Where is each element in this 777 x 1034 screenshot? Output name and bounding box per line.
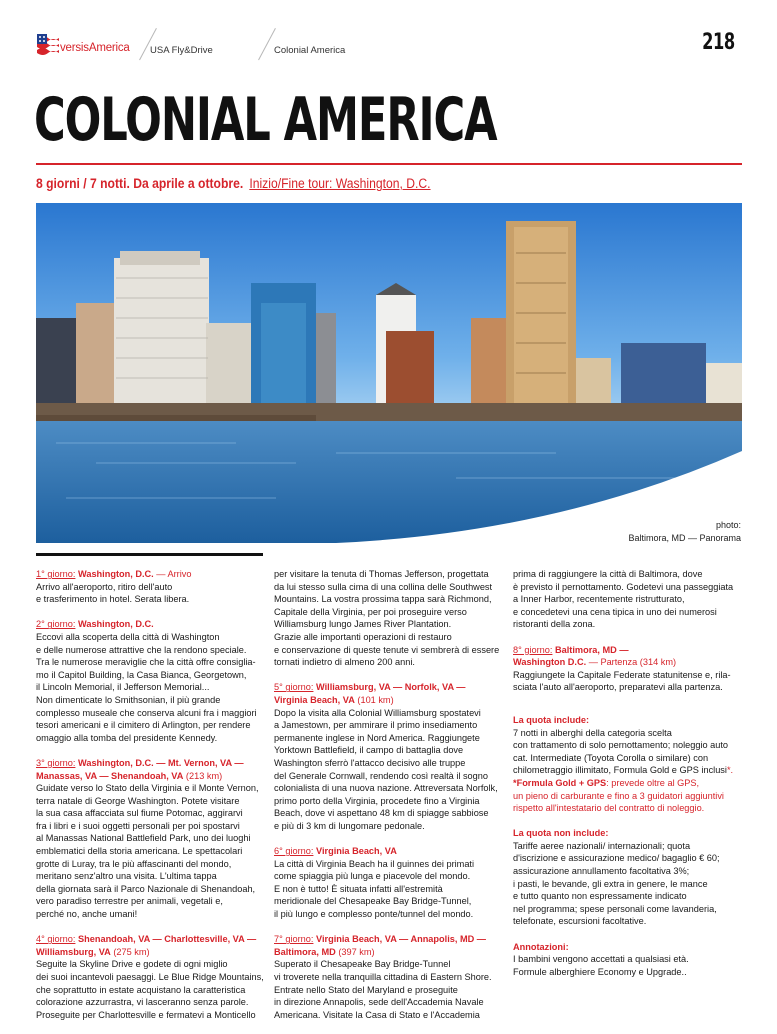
title-rule [36, 163, 742, 165]
excludes-text: Tariffe aeree nazionali/ internazionali; quota d'iscrizione e assicurazione medico/ bagaglio € 60; assicurazione annullamento facoltativa 3%; i pasti, le bevande, gli extra in genere, le mance e tutto quanto non espressamente indicato nel programma; spese personali come lavanderia, telefonate, escursioni facoltative. [513, 840, 720, 927]
day-label: 8° giorno: [513, 644, 553, 655]
day-distance: (397 km) [335, 946, 375, 957]
day-text: Dopo la visita alla Colonial Williamsburg spostatevi a Jamestown, per ammirare il primo insediamento permanente inglese in Nord America. Raggiungete Yorktown Battlefield, il campo di battaglia dove Washington sferrò l'attacco decisivo alle truppe del Generale Cornwall, rendendo così realtà il sogno colonialista di una nuova nazione. Attreversata Norfolk, primo porto della Virginia, procedete fino a Virginia Beach, dove vi aspettano 48 km di spiagge sabbiose e più di 3 km di lungomare pedonale. [274, 707, 498, 831]
day-1 [36, 568, 268, 606]
day-8 [513, 644, 743, 694]
brand-name: versisAmerica [60, 42, 130, 54]
notes-text: I bambini vengono accettati a qualsiasi età. Formule alberghiere Economy e Upgrade.. [513, 954, 689, 977]
notes-section [513, 941, 743, 979]
day-4 [36, 933, 268, 1021]
includes-text: 7 notti in alberghi della categoria scelta con trattamento di solo pernottamento; noleggio auto cat. Intermediate (Toyota Corolla o similare) con chilometraggio illimitato, Formula Gold e GPS inclusi [513, 727, 729, 776]
caption-location: Baltimora, MD — Panorama [628, 533, 741, 543]
tour-start-end-link[interactable]: Inizio/Fine tour: Washington, D.C. [249, 176, 431, 191]
baltimore-panorama-photo [36, 203, 742, 543]
day-destination: Williamsburg, VA — Norfolk, VA — Virginia Beach, VA [274, 682, 466, 705]
day-distance: (213 km) [183, 770, 223, 781]
header-chapter: Colonial America [274, 45, 346, 56]
includes-title: La quota include: [513, 714, 590, 725]
column-rule [36, 553, 263, 556]
day-text: Eccovi alla scoperta della città di Washington e delle numerose attrattive che la rendono speciale. Tra le numerose meraviglie che la città offre consiglia- mo il Capitol Building, la Casa Bianca, Georgetown, il Lincoln Memorial, il Jefferson Memorial... Non dimenticate lo Smithsonian, il più grande complesso museale che conserva alcuni fra i maggiori tesori americani e il cimitero di Arlington, per rendere omaggio alla tomba del presidente Kennedy. [36, 631, 257, 743]
day-2 [36, 618, 268, 744]
day-text: Arrivo all'aeroporto, ritiro dell'auto e trasferimento in hotel. Serata libera. [36, 581, 190, 605]
formula-gold-title: *Formula Gold + GPS [513, 777, 607, 788]
formula-gold-text: : prevede oltre al GPS, un pieno di carburante e fino a 3 guidatori aggiuntivi rispetto all'intestatario del contratto di noleggio. [513, 777, 724, 814]
day-distance: (101 km) [354, 694, 394, 705]
day-note: — Arrivo [153, 569, 192, 579]
day-note: — Partenza [586, 657, 638, 668]
day-text: Seguite la Skyline Drive e godete di ogni miglio dei suoi incantevoli paesaggi. Le Blue Ridge Mountains, che soprattutto in estate acquistano la caratteristica colorazione azzurrastra, vi lasceranno senza parole. Proseguite per Charlottesville e fermatevi a Monticello [36, 959, 264, 1020]
day-text: Superato il Chesapeake Bay Bridge-Tunnel vi troverete nella tranquilla cittadina di Eastern Shore. Entrate nello Stato del Maryland e proseguite in direzione Annapolis, sede dell'Accademia Navale Americana. Visitate la Casa di Stato e l'Accademia [274, 959, 492, 1020]
day-text: Raggiungete la Capitale Federate statunitense e, rila- sciata l'auto all'aeroporto, preparatevi alla partenza. [513, 669, 731, 693]
tour-subtitle [36, 176, 431, 191]
notes-title: Annotazioni: [513, 941, 569, 952]
day-distance: (275 km) [110, 946, 150, 957]
caption-label: photo: [715, 520, 741, 530]
tour-duration: 8 giorni / 7 notti. Da aprile a ottobre. [36, 176, 244, 191]
day-destination: Virginia Beach, VA — Annapolis, MD — Baltimora, MD [274, 934, 486, 957]
brand-logo [34, 28, 144, 62]
day-destination: Washington, D.C. — Mt. Vernon, VA — Manassas, VA — Shenandoah, VA [36, 757, 244, 781]
day-6 [274, 845, 504, 921]
day-4-continued: per visitare la tenuta di Thomas Jefferson, progettata da lui stesso sulla cima di una collina delle Southwest Mountains. La vostra prossima tappa sarà Richmond, Capitale della Virginia, per poi proseguire verso Williamsburg lungo James River Plantation. Grazie alle importanti operazioni di restauro e conservazione di queste tenute vi sembrerà di essere tornati indietro di almeno 200 anni. [274, 569, 500, 668]
day-destination: Shenandoah, VA — Charlottesville, VA — Williamsburg, VA [36, 934, 257, 957]
day-destination: Washington, D.C. [78, 619, 154, 630]
day-5 [274, 681, 504, 832]
day-text: La città di Virginia Beach ha il guinnes dei primati come spiaggia più lunga e piacevole del mondo. E non è tutto! È situata infatti all'estremità meridionale del Chesapeake Bay Bridge-Tunnel, il più lungo e complesso ponte/tunnel del mondo. [274, 858, 475, 920]
day-destination: Baltimora, MD — Washington D.C. [513, 644, 629, 668]
day-label: 4° giorno: [36, 934, 76, 945]
day-label: 2° giorno: [36, 619, 76, 630]
day-label: 7° giorno: [274, 934, 314, 945]
day-3 [36, 757, 268, 921]
page-title: COLONIAL AMERICA [34, 85, 497, 155]
header-section: USA Fly&Drive [150, 45, 213, 56]
day-distance: (314 km) [637, 657, 677, 668]
excludes-section [513, 827, 743, 928]
day-label: 6° giorno: [274, 846, 314, 857]
page-number: 218 [702, 30, 735, 55]
day-label: 1° giorno: [36, 569, 76, 579]
excludes-title: La quota non include: [513, 828, 609, 839]
itinerary-column-3 [513, 568, 743, 991]
itinerary-column-1 [36, 568, 268, 1034]
itinerary-column-2 [274, 568, 504, 1034]
photo-caption [628, 519, 741, 545]
flag-icon [34, 32, 62, 60]
day-7-continued: prima di raggiungere la città di Baltimora, dove è previsto il pernottamento. Godetevi una passeggiata a Inner Harbor, recentemente ristrutturato, e concedetevi una cena tipica in uno dei numerosi ristoranti della zona. [513, 569, 734, 630]
day-7 [274, 933, 504, 1021]
day-destination: Virginia Beach, VA [316, 846, 397, 857]
day-label: 3° giorno: [36, 757, 76, 768]
day-text: Guidate verso lo Stato della Virginia e il Monte Vernon, terra natale di George Washington. Potete visitare la sua casa affacciata sul fiume Potomac, aggirarvi fra i libri e i suoi oggetti personali per poi spostarvi al Manassas National Battlefield Park, uno dei luoghi emblematici della storia americana. Le spettacolari grotte di Luray, tra le più affascinanti del mondo, meritano senz'altro una visita. L'ultima tappa della giornata sarà il Parco Nazionale di Shenandoah, vero paradiso terrestre per animali, vegetali e, perché no, anche umani! [36, 783, 259, 920]
day-destination: Washington, D.C. [78, 569, 154, 579]
includes-star: *. [726, 765, 734, 776]
includes-section [513, 714, 743, 815]
day-label: 5° giorno: [274, 682, 314, 693]
